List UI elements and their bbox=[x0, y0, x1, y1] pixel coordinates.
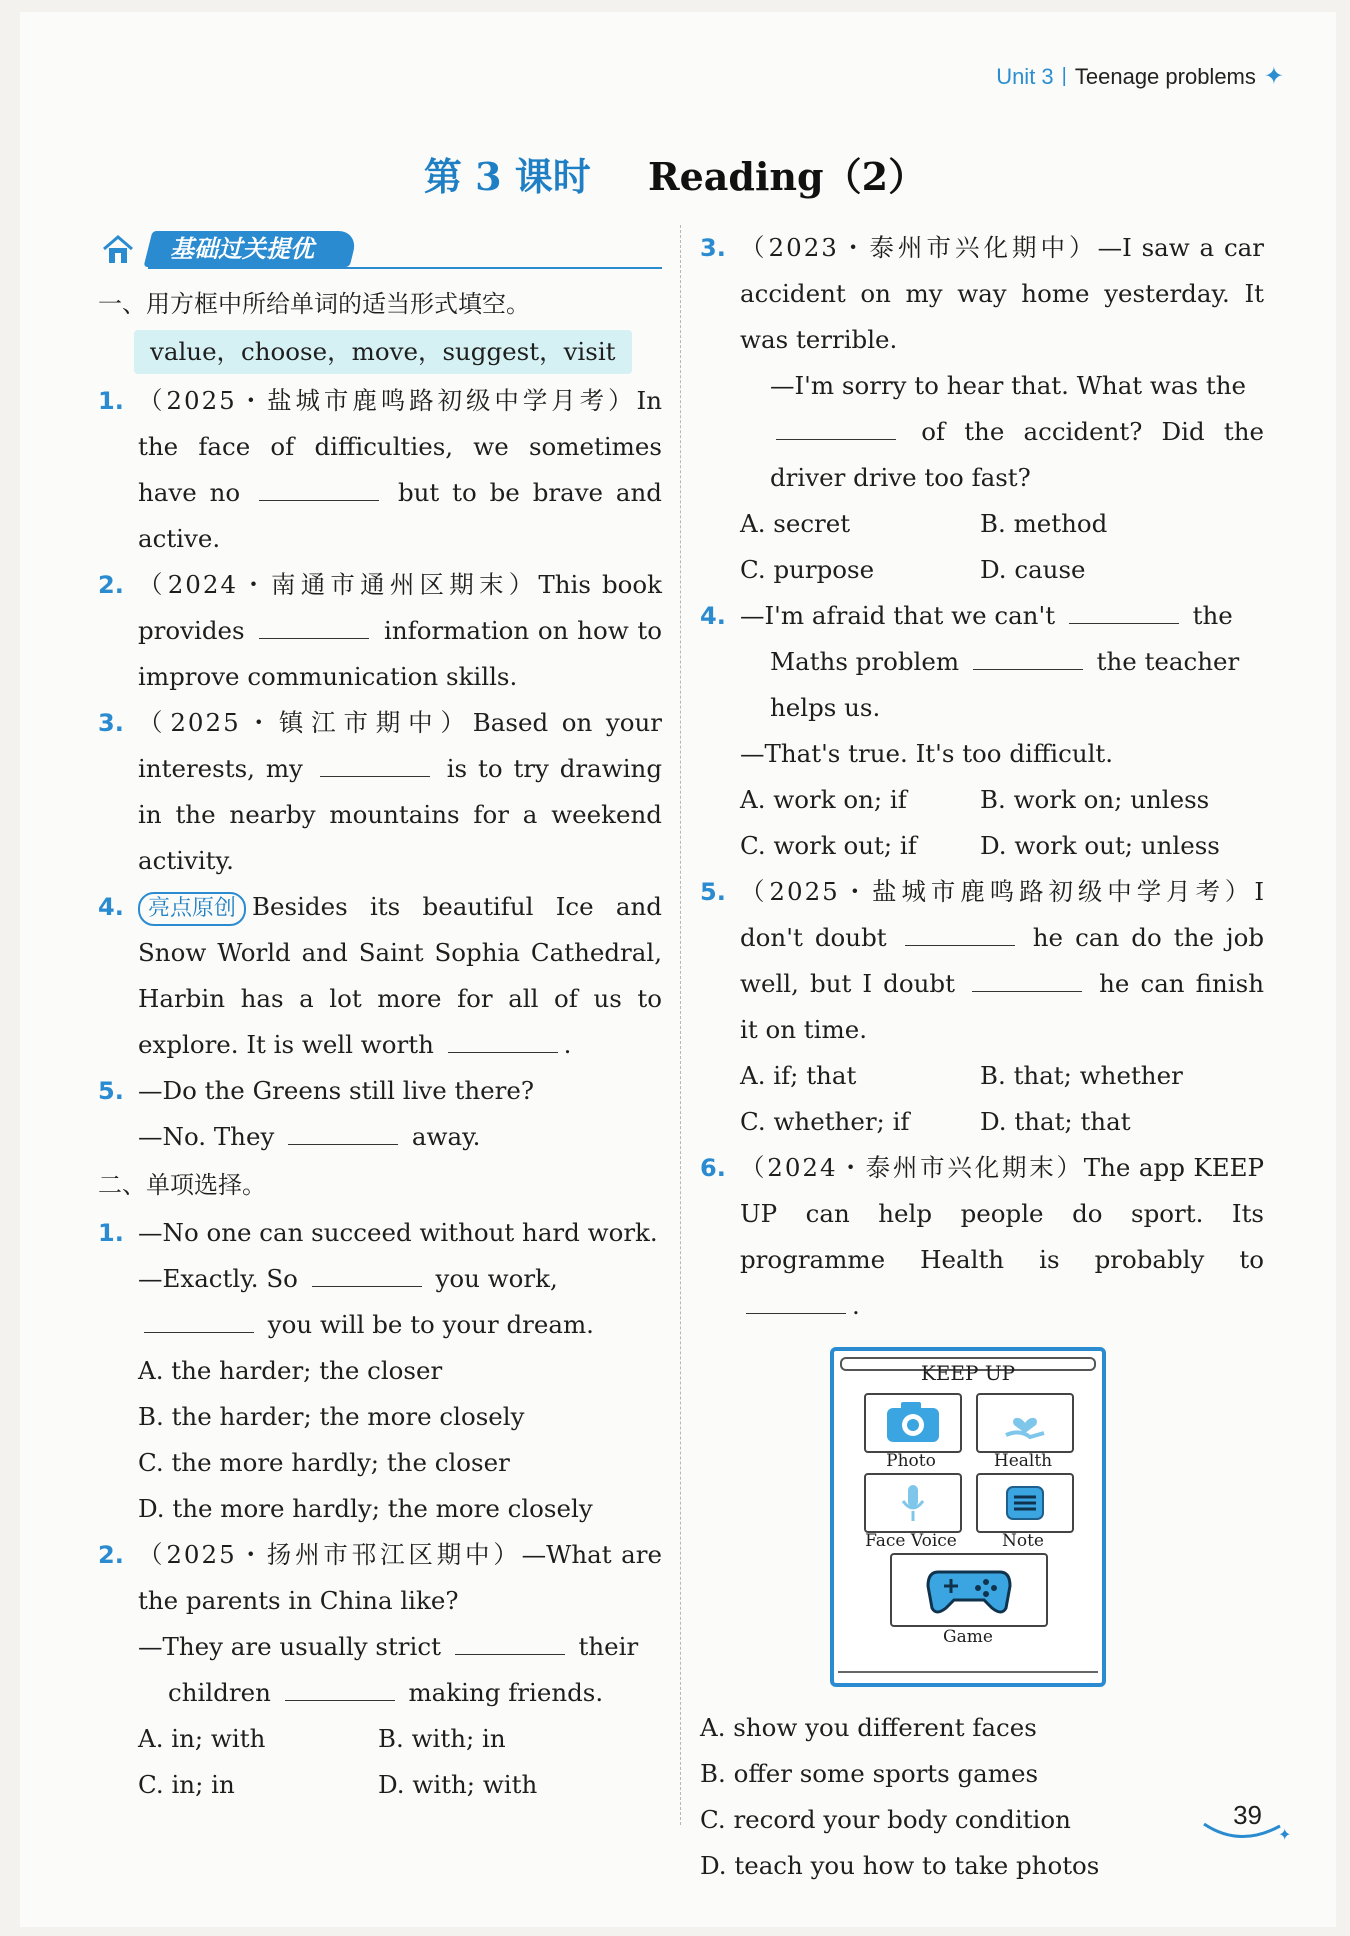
choice-question-6: 6. （2024・泰州市兴化期末）The app KEEP UP can help people do sport. Its programme Health is probably to . bbox=[700, 1153, 1264, 1320]
option[interactable]: B. method bbox=[980, 509, 1108, 538]
answer-blank[interactable] bbox=[144, 1302, 254, 1333]
note-icon bbox=[976, 1473, 1074, 1533]
camera-icon bbox=[864, 1393, 962, 1453]
fill-question-3: 3. （2025・镇江市期中）Based on your interests, my is to try drawing in the nearby mountains for a weekend activity. bbox=[98, 708, 662, 875]
option[interactable]: B. work on; unless bbox=[980, 785, 1210, 814]
page-number: 39 bbox=[1233, 1800, 1262, 1830]
choice-question-2: 2. （2025・扬州市邗江区期中）—What are the parents in China like? —They are usually strict their children making friends. A. in; with B. with; in C. in; in D. with; with bbox=[98, 1532, 662, 1808]
answer-blank[interactable] bbox=[259, 608, 369, 639]
option[interactable]: D. with; with bbox=[378, 1770, 538, 1799]
option[interactable]: D. cause bbox=[980, 555, 1086, 584]
option[interactable]: D. the more hardly; the more closely bbox=[138, 1494, 593, 1523]
option[interactable]: A. in; with bbox=[138, 1724, 266, 1753]
lesson-title bbox=[0, 146, 1350, 201]
sparkle-icon: ✦ bbox=[1263, 63, 1284, 90]
section-heading: 二、单项选择。 bbox=[98, 1171, 266, 1199]
answer-blank[interactable] bbox=[288, 1114, 398, 1145]
option[interactable]: A. show you different faces bbox=[700, 1713, 1037, 1742]
option[interactable]: A. if; that bbox=[740, 1061, 857, 1090]
choice-question-5: 5. （2025・盐城市鹿鸣路初级中学月考）I don't doubt he can do the job well, but I doubt he can finish it on time. A. if; that B. that; whether C. whether; if D. that; that bbox=[700, 869, 1264, 1145]
answer-blank[interactable] bbox=[455, 1624, 565, 1655]
answer-blank[interactable] bbox=[1069, 593, 1179, 624]
option[interactable]: A. the harder; the closer bbox=[138, 1356, 443, 1385]
option[interactable]: D. that; that bbox=[980, 1107, 1131, 1136]
page-number-swoosh-icon bbox=[1200, 1814, 1290, 1844]
answer-blank[interactable] bbox=[972, 961, 1082, 992]
answer-blank[interactable] bbox=[312, 1256, 422, 1287]
choice-question-1: 1. —No one can succeed without hard work. —Exactly. So you work, you will be to your dream. A. the harder; the closer B. the harder; the more closely C. the more hardly; the closer D. the more hardly; the more closely bbox=[98, 1210, 662, 1532]
running-header bbox=[996, 62, 1284, 91]
fill-question-1: 1. （2025・盐城市鹿鸣路初级中学月考）In the face of difficulties, we sometimes have no but to be brave and active. bbox=[98, 386, 662, 553]
option[interactable]: D. work out; unless bbox=[980, 831, 1220, 860]
answer-blank[interactable] bbox=[285, 1670, 395, 1701]
option[interactable]: B. that; whether bbox=[980, 1061, 1183, 1090]
option[interactable]: A. secret bbox=[740, 509, 851, 538]
gamepad-icon bbox=[890, 1553, 1048, 1627]
column-divider bbox=[680, 225, 681, 1825]
header-separator: | bbox=[1061, 65, 1067, 87]
option[interactable]: B. offer some sports games bbox=[700, 1759, 1039, 1788]
microphone-icon bbox=[864, 1473, 962, 1533]
section-banner bbox=[98, 225, 662, 275]
answer-blank[interactable] bbox=[259, 470, 379, 501]
choice-question-4: 4. —I'm afraid that we can't the Maths problem the teacher helps us. —That's true. It's too difficult. A. work on; if B. work on; unless C. work out; if D. work out; unless bbox=[700, 593, 1264, 869]
left-column bbox=[98, 225, 662, 1808]
word-box: value，choose，move，suggest，visit bbox=[134, 330, 632, 374]
answer-blank[interactable] bbox=[776, 409, 896, 440]
option[interactable]: C. the more hardly; the closer bbox=[138, 1448, 510, 1477]
house-icon bbox=[102, 235, 134, 265]
fill-question-4: 4. 亮点原创 Besides its beautiful Ice and Snow World and Saint Sophia Cathedral, Harbin has a lot more for all of us to explore. It is well worth . bbox=[98, 892, 662, 1059]
option[interactable]: B. with; in bbox=[378, 1724, 506, 1753]
option[interactable]: A. work on; if bbox=[740, 785, 907, 814]
app-title: KEEP UP bbox=[920, 1361, 1016, 1385]
option[interactable]: C. whether; if bbox=[740, 1107, 910, 1136]
original-badge: 亮点原创 bbox=[138, 892, 246, 926]
option[interactable]: B. the harder; the more closely bbox=[138, 1402, 525, 1431]
app-illustration: KEEP UP Photo Health Face Voice Note Game bbox=[830, 1347, 1106, 1687]
banner-label: 基础过关提优 bbox=[144, 231, 359, 267]
lesson-subject: Reading（2） bbox=[648, 154, 927, 199]
section-heading: 一、用方框中所给单词的适当形式填空。 bbox=[98, 290, 530, 318]
right-column bbox=[700, 225, 1264, 1889]
unit-topic: Teenage problems bbox=[1074, 63, 1256, 89]
unit-label: Unit 3 bbox=[996, 63, 1054, 89]
choice-question-3: 3. （2023・泰州市兴化期中）—I saw a car accident on my way home yesterday. It was terrible. —I'm sorry to hear that. What was the of the accident? Did the driver drive too fast? A. secret B. method C. purpose D. cause bbox=[700, 225, 1264, 593]
option[interactable]: C. record your body condition bbox=[700, 1805, 1071, 1834]
fill-question-5: 5. —Do the Greens still live there? —No. They away. bbox=[98, 1076, 534, 1151]
option[interactable]: D. teach you how to take photos bbox=[700, 1851, 1100, 1880]
lesson-number: 第 3 课时 bbox=[423, 154, 591, 199]
answer-blank[interactable] bbox=[905, 915, 1015, 946]
option[interactable]: C. in; in bbox=[138, 1770, 235, 1799]
answer-blank[interactable] bbox=[448, 1022, 558, 1053]
answer-blank[interactable] bbox=[320, 746, 430, 777]
svg-text:✦: ✦ bbox=[1278, 1825, 1292, 1844]
option[interactable]: C. purpose bbox=[740, 555, 875, 584]
option[interactable]: C. work out; if bbox=[740, 831, 917, 860]
fill-question-2: 2. （2024・南通市通州区期末）This book provides information on how to improve communication skills. bbox=[98, 570, 662, 691]
answer-blank[interactable] bbox=[746, 1283, 846, 1314]
answer-blank[interactable] bbox=[973, 639, 1083, 670]
heart-hand-icon bbox=[976, 1393, 1074, 1453]
